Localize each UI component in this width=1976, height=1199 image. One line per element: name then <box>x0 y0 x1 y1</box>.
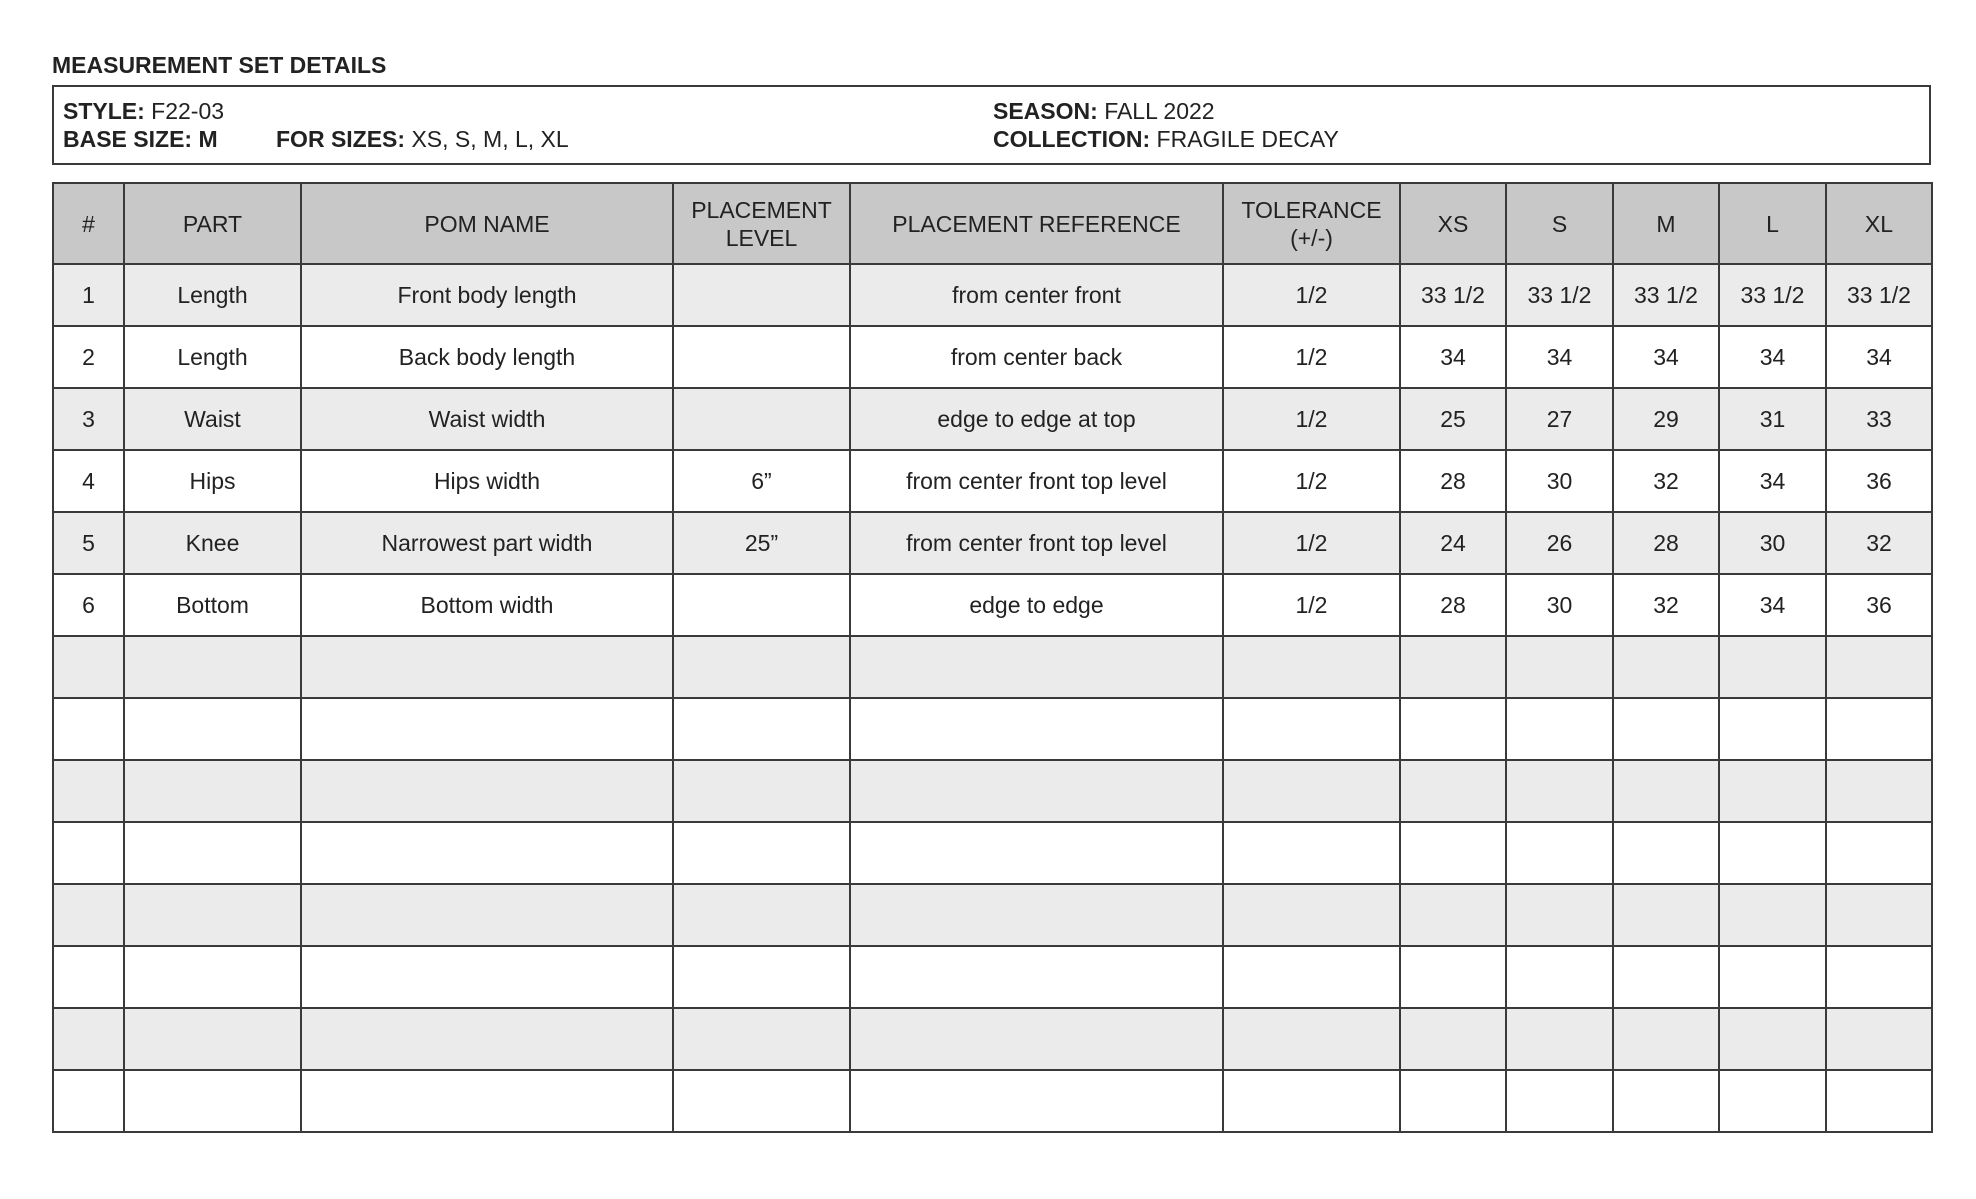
cell-size-m <box>1613 1008 1719 1070</box>
cell-tolerance <box>1223 884 1400 946</box>
cell-size-xs <box>1400 1070 1506 1132</box>
cell-size-s: 27 <box>1506 388 1613 450</box>
cell-tolerance <box>1223 698 1400 760</box>
cell-size-xs <box>1400 822 1506 884</box>
cell-size-s: 30 <box>1506 450 1613 512</box>
base-size-label: BASE SIZE: <box>63 126 193 152</box>
cell-part <box>124 946 301 1008</box>
cell-pom-name <box>301 760 673 822</box>
cell-number <box>53 698 124 760</box>
cell-part: Length <box>124 326 301 388</box>
cell-placement-reference: from center back <box>850 326 1223 388</box>
table-row <box>53 264 1932 326</box>
cell-number: 2 <box>53 326 124 388</box>
cell-part <box>124 1070 301 1132</box>
cell-size-s: 26 <box>1506 512 1613 574</box>
cell-pom-name <box>301 884 673 946</box>
for-sizes-value: XS, S, M, L, XL <box>411 126 569 152</box>
table-row <box>53 388 1932 450</box>
cell-number <box>53 636 124 698</box>
table-row <box>53 946 1932 1008</box>
cell-pom-name <box>301 636 673 698</box>
cell-size-m: 32 <box>1613 450 1719 512</box>
cell-placement-level <box>673 1008 850 1070</box>
cell-size-xl <box>1826 884 1932 946</box>
cell-placement-reference: from center front top level <box>850 512 1223 574</box>
cell-number <box>53 946 124 1008</box>
cell-size-xl <box>1826 946 1932 1008</box>
cell-tolerance: 1/2 <box>1223 326 1400 388</box>
cell-size-l: 30 <box>1719 512 1826 574</box>
cell-pom-name: Waist width <box>301 388 673 450</box>
cell-part: Hips <box>124 450 301 512</box>
table-body <box>53 264 1932 1132</box>
season-label: SEASON: <box>993 98 1098 124</box>
cell-size-l: 34 <box>1719 574 1826 636</box>
cell-placement-level <box>673 1070 850 1132</box>
cell-tolerance: 1/2 <box>1223 388 1400 450</box>
table-header <box>53 183 1932 264</box>
cell-size-s: 33 1/2 <box>1506 264 1613 326</box>
cell-number <box>53 1008 124 1070</box>
cell-number <box>53 760 124 822</box>
cell-size-xs: 28 <box>1400 450 1506 512</box>
cell-placement-level <box>673 636 850 698</box>
cell-tolerance: 1/2 <box>1223 512 1400 574</box>
header-size-m: M <box>1613 183 1719 264</box>
cell-size-xl <box>1826 1008 1932 1070</box>
cell-number: 6 <box>53 574 124 636</box>
cell-pom-name: Narrowest part width <box>301 512 673 574</box>
cell-pom-name <box>301 1070 673 1132</box>
cell-placement-reference <box>850 636 1223 698</box>
cell-placement-level <box>673 698 850 760</box>
base-size-value: M <box>198 126 218 152</box>
cell-placement-reference <box>850 1008 1223 1070</box>
cell-size-l: 34 <box>1719 450 1826 512</box>
cell-tolerance <box>1223 1008 1400 1070</box>
cell-placement-reference <box>850 946 1223 1008</box>
style-info-box <box>52 85 1931 165</box>
header-pom-name: POM NAME <box>301 183 673 264</box>
cell-size-m <box>1613 822 1719 884</box>
cell-part: Length <box>124 264 301 326</box>
header-tolerance: TOLERANCE (+/-) <box>1223 183 1400 264</box>
cell-number <box>53 1070 124 1132</box>
cell-size-m <box>1613 760 1719 822</box>
cell-size-l <box>1719 1070 1826 1132</box>
cell-size-l: 33 1/2 <box>1719 264 1826 326</box>
table-row <box>53 760 1932 822</box>
cell-placement-level: 25” <box>673 512 850 574</box>
cell-part <box>124 636 301 698</box>
cell-placement-level <box>673 822 850 884</box>
cell-part <box>124 1008 301 1070</box>
cell-placement-level <box>673 946 850 1008</box>
cell-size-s <box>1506 1008 1613 1070</box>
cell-size-l <box>1719 946 1826 1008</box>
cell-number: 3 <box>53 388 124 450</box>
cell-size-xs <box>1400 1008 1506 1070</box>
cell-size-l <box>1719 822 1826 884</box>
cell-pom-name: Back body length <box>301 326 673 388</box>
cell-tolerance: 1/2 <box>1223 264 1400 326</box>
collection-line <box>993 125 1339 153</box>
cell-size-xl: 36 <box>1826 574 1932 636</box>
cell-pom-name: Hips width <box>301 450 673 512</box>
cell-tolerance <box>1223 946 1400 1008</box>
cell-size-l <box>1719 760 1826 822</box>
table-row <box>53 884 1932 946</box>
cell-size-xl <box>1826 1070 1932 1132</box>
cell-placement-reference: edge to edge <box>850 574 1223 636</box>
cell-size-xl <box>1826 698 1932 760</box>
cell-size-xl: 33 <box>1826 388 1932 450</box>
cell-size-m: 34 <box>1613 326 1719 388</box>
cell-size-xl <box>1826 636 1932 698</box>
table-row <box>53 512 1932 574</box>
for-sizes-label: FOR SIZES: <box>276 126 406 152</box>
cell-size-xs: 33 1/2 <box>1400 264 1506 326</box>
header-number: # <box>53 183 124 264</box>
cell-part: Bottom <box>124 574 301 636</box>
cell-size-s <box>1506 884 1613 946</box>
header-row <box>53 183 1932 264</box>
cell-part: Knee <box>124 512 301 574</box>
cell-part <box>124 822 301 884</box>
header-size-xl: XL <box>1826 183 1932 264</box>
cell-pom-name <box>301 822 673 884</box>
cell-size-xl: 34 <box>1826 326 1932 388</box>
cell-placement-reference: from center front <box>850 264 1223 326</box>
cell-size-xl: 32 <box>1826 512 1932 574</box>
cell-tolerance: 1/2 <box>1223 450 1400 512</box>
cell-size-m <box>1613 1070 1719 1132</box>
cell-part: Waist <box>124 388 301 450</box>
cell-size-xs <box>1400 636 1506 698</box>
cell-size-s: 34 <box>1506 326 1613 388</box>
header-placement-level: PLACEMENT LEVEL <box>673 183 850 264</box>
base-size-line <box>63 125 218 153</box>
cell-tolerance <box>1223 822 1400 884</box>
page-title: MEASUREMENT SET DETAILS <box>52 52 387 78</box>
cell-size-s <box>1506 636 1613 698</box>
cell-placement-level <box>673 264 850 326</box>
cell-number <box>53 822 124 884</box>
cell-size-xs: 34 <box>1400 326 1506 388</box>
cell-size-l: 34 <box>1719 326 1826 388</box>
cell-size-l <box>1719 1008 1826 1070</box>
cell-placement-reference: from center front top level <box>850 450 1223 512</box>
style-value: F22-03 <box>151 98 225 124</box>
cell-placement-reference: edge to edge at top <box>850 388 1223 450</box>
cell-size-s <box>1506 946 1613 1008</box>
cell-tolerance <box>1223 1070 1400 1132</box>
cell-size-s: 30 <box>1506 574 1613 636</box>
table-row <box>53 574 1932 636</box>
cell-size-s <box>1506 1070 1613 1132</box>
cell-size-m: 32 <box>1613 574 1719 636</box>
collection-value: FRAGILE DECAY <box>1156 126 1339 152</box>
cell-part <box>124 884 301 946</box>
cell-size-m <box>1613 946 1719 1008</box>
cell-size-xs: 28 <box>1400 574 1506 636</box>
cell-pom-name <box>301 946 673 1008</box>
cell-size-s <box>1506 822 1613 884</box>
cell-size-m <box>1613 698 1719 760</box>
cell-size-xl <box>1826 760 1932 822</box>
cell-size-s <box>1506 698 1613 760</box>
cell-pom-name <box>301 698 673 760</box>
season-line <box>993 97 1215 125</box>
table-row <box>53 326 1932 388</box>
cell-placement-level <box>673 574 850 636</box>
for-sizes-line <box>276 125 569 153</box>
cell-size-l <box>1719 636 1826 698</box>
cell-placement-reference <box>850 760 1223 822</box>
cell-size-m <box>1613 884 1719 946</box>
header-size-s: S <box>1506 183 1613 264</box>
cell-size-xs <box>1400 946 1506 1008</box>
collection-label: COLLECTION: <box>993 126 1151 152</box>
cell-size-m: 28 <box>1613 512 1719 574</box>
cell-placement-reference <box>850 1070 1223 1132</box>
cell-size-xs <box>1400 698 1506 760</box>
measurement-table <box>52 182 1933 1133</box>
cell-placement-level: 6” <box>673 450 850 512</box>
cell-number: 1 <box>53 264 124 326</box>
table-row <box>53 698 1932 760</box>
season-value: FALL 2022 <box>1104 98 1215 124</box>
cell-number: 5 <box>53 512 124 574</box>
header-part: PART <box>124 183 301 264</box>
table-row <box>53 1070 1932 1132</box>
cell-size-m: 29 <box>1613 388 1719 450</box>
header-size-xs: XS <box>1400 183 1506 264</box>
cell-placement-level <box>673 326 850 388</box>
cell-size-m: 33 1/2 <box>1613 264 1719 326</box>
table-row <box>53 822 1932 884</box>
cell-placement-reference <box>850 884 1223 946</box>
cell-placement-level <box>673 760 850 822</box>
cell-size-m <box>1613 636 1719 698</box>
cell-size-xl: 36 <box>1826 450 1932 512</box>
table-row <box>53 1008 1932 1070</box>
cell-part <box>124 698 301 760</box>
cell-size-xl <box>1826 822 1932 884</box>
cell-size-xs: 24 <box>1400 512 1506 574</box>
cell-part <box>124 760 301 822</box>
cell-tolerance <box>1223 760 1400 822</box>
header-placement-reference: PLACEMENT REFERENCE <box>850 183 1223 264</box>
cell-size-xs <box>1400 760 1506 822</box>
cell-pom-name: Bottom width <box>301 574 673 636</box>
cell-placement-reference <box>850 698 1223 760</box>
cell-tolerance <box>1223 636 1400 698</box>
header-size-l: L <box>1719 183 1826 264</box>
cell-size-xs <box>1400 884 1506 946</box>
cell-size-l <box>1719 884 1826 946</box>
style-line <box>63 97 224 125</box>
cell-size-l <box>1719 698 1826 760</box>
cell-tolerance: 1/2 <box>1223 574 1400 636</box>
cell-size-l: 31 <box>1719 388 1826 450</box>
cell-number: 4 <box>53 450 124 512</box>
table-row <box>53 636 1932 698</box>
cell-number <box>53 884 124 946</box>
cell-pom-name: Front body length <box>301 264 673 326</box>
cell-size-s <box>1506 760 1613 822</box>
style-label: STYLE: <box>63 98 145 124</box>
table-row <box>53 450 1932 512</box>
cell-size-xs: 25 <box>1400 388 1506 450</box>
cell-size-xl: 33 1/2 <box>1826 264 1932 326</box>
cell-placement-reference <box>850 822 1223 884</box>
cell-pom-name <box>301 1008 673 1070</box>
cell-placement-level <box>673 388 850 450</box>
cell-placement-level <box>673 884 850 946</box>
